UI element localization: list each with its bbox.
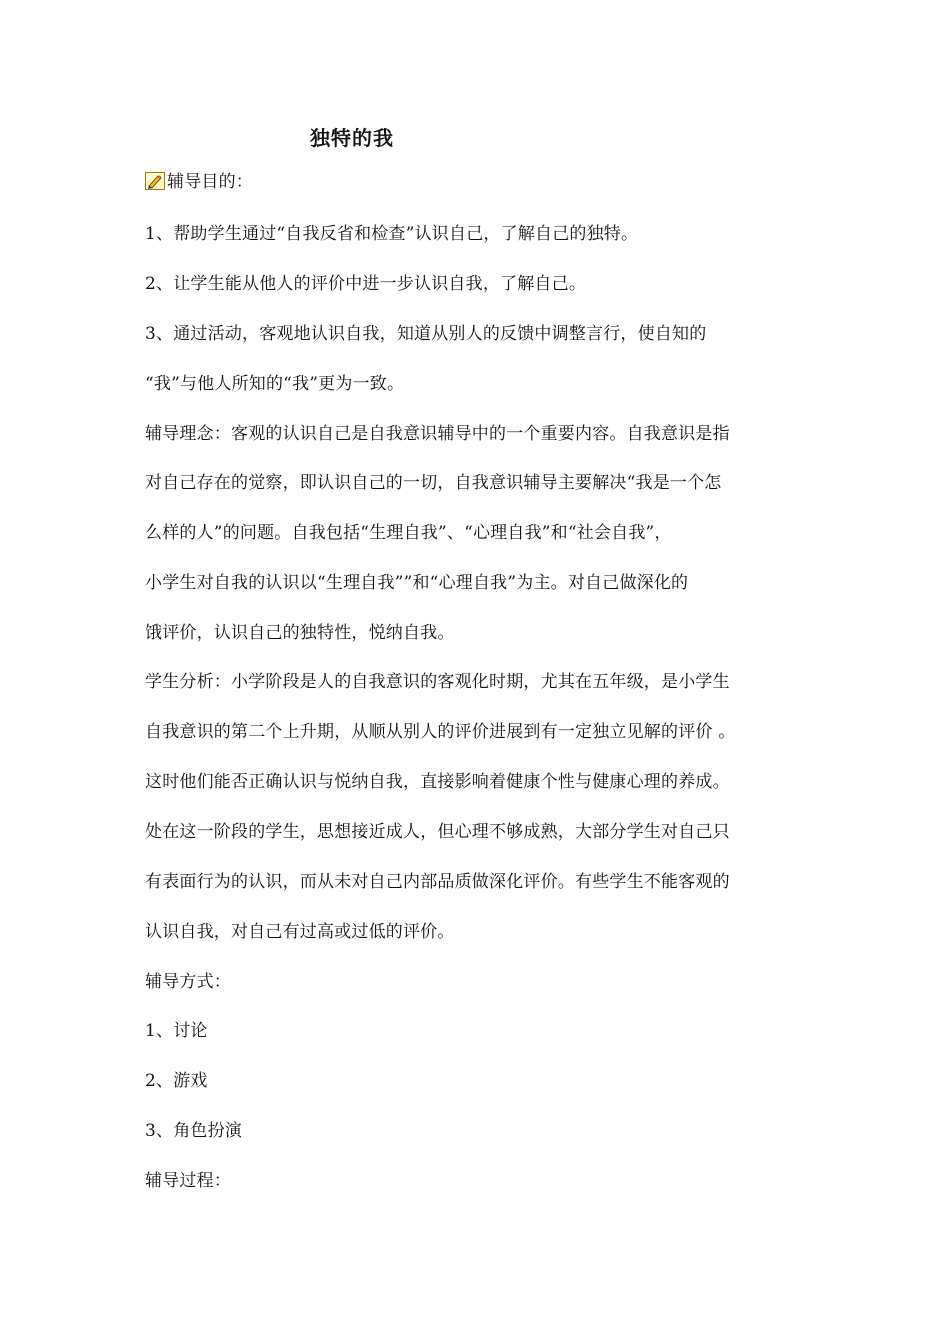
paragraph-line: 饿评价，认识自己的独特性，悦纳自我。 bbox=[145, 623, 455, 643]
paragraph-line: 小学生对自我的认识以“生理自我””和“心理自我”为主。对自己做深化的 bbox=[145, 573, 689, 593]
paragraph-line: 辅导理念：客观的认识自己是自我意识辅导中的一个重要内容。自我意识是指 bbox=[145, 424, 730, 444]
paragraph-line: 3、通过活动，客观地认识自我，知道从别人的反馈中调整言行，使自知的 bbox=[145, 324, 707, 344]
paragraph-line: 对自己存在的觉察，即认识自己的一切，自我意识辅导主要解决“我是一个怎 bbox=[145, 473, 722, 493]
paragraph-line: 辅导过程： bbox=[145, 1171, 231, 1191]
paragraph-line: 2、让学生能从他人的评价中进一步认识自我，了解自己。 bbox=[145, 274, 587, 294]
paragraph-line: 1、帮助学生通过“自我反省和检查”认识自己，了解自己的独特。 bbox=[145, 224, 639, 244]
paragraph-line: 3、角色扮演 bbox=[145, 1121, 243, 1141]
paragraph-line: 有表面行为的认识，而从未对自己内部品质做深化评价。有些学生不能客观的 bbox=[145, 872, 730, 892]
paragraph-line: 学生分析：小学阶段是人的自我意识的客观化时期，尤其在五年级，是小学生 bbox=[145, 672, 730, 692]
document-title: 独特的我 bbox=[310, 126, 394, 150]
paragraph-line: “我”与他人所知的“我”更为一致。 bbox=[145, 374, 405, 394]
paragraph-line: 么样的人”的问题。自我包括“生理自我”、“心理自我”和“社会自我”， bbox=[145, 523, 672, 543]
paragraph-line: 1、讨论 bbox=[145, 1021, 208, 1041]
paragraph-line bbox=[145, 170, 253, 194]
paragraph-line: 认识自我，对自己有过高或过低的评价。 bbox=[145, 922, 455, 942]
paragraph-line: 2、游戏 bbox=[145, 1071, 208, 1091]
line-text: 辅导目的： bbox=[167, 172, 253, 192]
paragraph-line: 自我意识的第二个上升期，从顺从别人的评价进展到有一定独立见解的评价 。 bbox=[145, 722, 736, 742]
pencil-note-icon bbox=[145, 172, 165, 190]
paragraph-line: 这时他们能否正确认识与悦纳自我，直接影响着健康个性与健康心理的养成。 bbox=[145, 772, 730, 792]
paragraph-line: 辅导方式： bbox=[145, 972, 231, 992]
paragraph-line: 处在这一阶段的学生，思想接近成人，但心理不够成熟，大部分学生对自己只 bbox=[145, 822, 730, 842]
